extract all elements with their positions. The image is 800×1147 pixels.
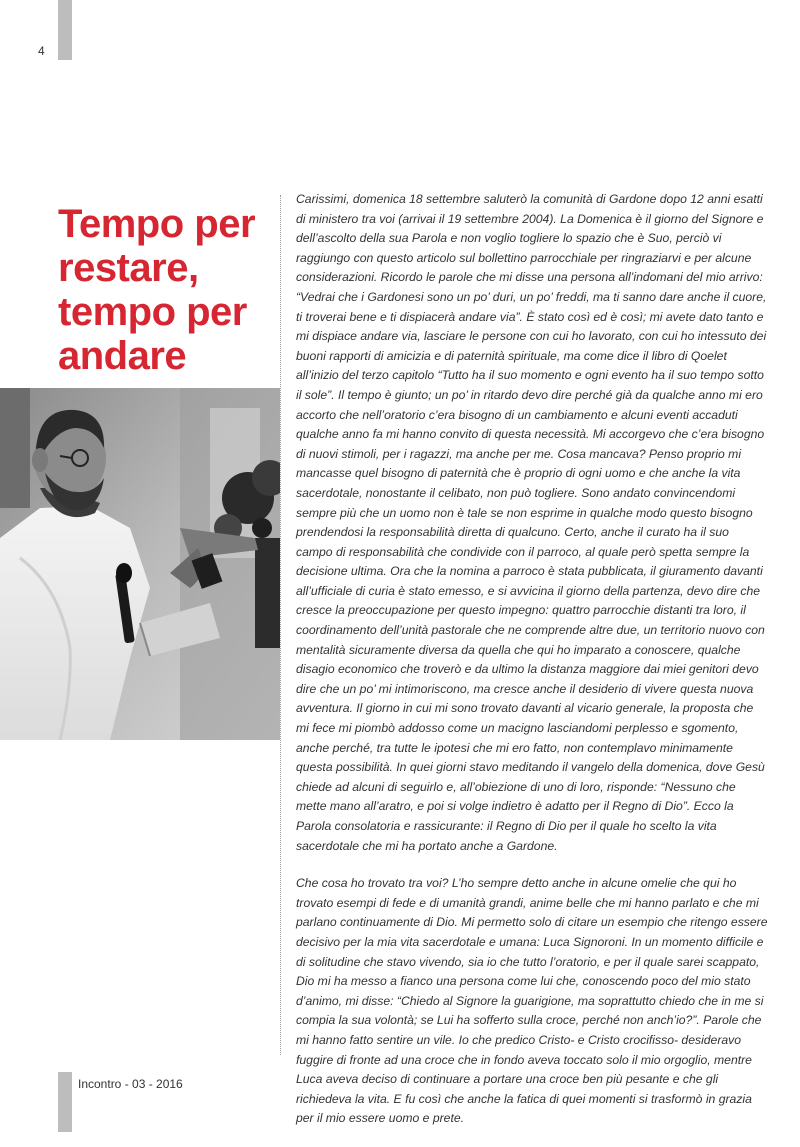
- column-divider: [280, 195, 281, 1055]
- article-body: [296, 190, 768, 1147]
- article-paragraph-1: Carissimi, domenica 18 settembre saluterò la comunità di Gardone dopo 12 anni esatti di ministero tra voi (arrivai il 19 settembre 2004). La Domenica è il giorno del Signore e dell’ascolto della sua Parola e non voglio togliere lo spazio che è Suo, perciò vi raggiungo con questo articolo sul bollettino parrocchiale per ringraziarvi e per alcune considerazioni. Ricordo le parole che mi disse una persona all’indomani del mio arrivo: “Vedrai che i Gardonesi sono un po’ duri, un po’ freddi, ma ti sanno dare anche il cuore, ti troverai bene e ti dispiacerà andare via”. È stato così ed è così; mi avete dato tanto e mi dispiace andare via, lasciare le persone con cui ho lavorato, con cui ho intessuto dei buoni rapporti di amicizia e di paternità spirituale, ma come dice il libro di Qoelet all’inizio del terzo capitolo “Tutto ha il suo momento e ogni evento ha il suo tempo sotto il sole”. Il tempo è giunto; un po’ in ritardo devo dire perché già da qualche anno mi ero accorto che nell’oratorio c’era bisogno di un cambiamento e alcuni eventi accaduti qualche anno fa mi hanno convito di questa necessità. Mi accorgevo che c’era bisogno di nuovi stimoli, per i ragazzi, ma anche per me. Cosa mancava? Penso proprio mi mancasse quel bisogno di paternità che è proprio di ogni uomo e che anche la vita sacerdotale, nonostante il celibato, non può togliere. Sono andato convincendomi sempre più che un uomo non è tale se non esprime in qualche modo questo bisogno prendendosi la responsabilità diretta di qualcuno. Certo, anche il curato ha il suo campo di responsabilità che condivide con il parroco, al quale però spetta sempre la decisione ultima. Ora che la nomina a parroco è stata pubblicata, il giuramento davanti all’ufficiale di curia è stato emesso, e si avvicina il giorno della partenza, devo dire che cresce la preoccupazione per questo impegno: quattro parrocchie distanti tra loro, il coordinamento dell’unità pastorale che ne comprende altre due, un territorio nuovo con mentalità sicuramente diversa da quella che qui ho imparato a conoscere, qualche disagio economico che troverò e da ultimo la distanza maggiore dai miei genitori devo dire che un po’ mi intimoriscono, ma cresce anche il desiderio di vivere questa nuova avventura. Il giorno in cui mi sono trovato davanti al vicario generale, la proposta che mi fece mi piombò addosso come un macigno lasciandomi perplesso e sgomento, anche perché, tra tutte le ipotesi che mi ero fatto, non contemplavo minimamente questa possibilità. In quei giorni stavo meditando il vangelo della domenica, dove Gesù chiede ad alcuni di seguirlo e, all’obiezione di uno di loro, risponde: “Nessuno che mette mano all’aratro, e poi si volge indietro è adatto per il Regno di Dio”. Ecco la Parola consolatoria e rassicurante: il Regno di Dio per il quale ho scelto la vita sacerdotale che mi ha portato anche a Gardone.: [296, 192, 767, 853]
- priest-photo: [0, 388, 280, 740]
- page-number: 4: [38, 44, 45, 58]
- footer-issue: Incontro - 03 - 2016: [78, 1077, 183, 1091]
- article-title: Tempo per restare, tempo per andare: [58, 202, 256, 378]
- article-paragraph-2: Che cosa ho trovato tra voi? L’ho sempre detto anche in alcune omelie che qui ho trovato esempi di fede e di umanità grandi, anime belle che mi hanno parlato e che mi parlano continuamente di Dio. Mi permetto solo di citare un esempio che ritengo essere decisivo per la mia vita sacerdotale e umana: Luca Signoroni. In un momento difficile e di solitudine che stavo vivendo, sia io che tutto l’oratorio, e per il quale sarei scappato, Dio mi ha messo a fianco una persona come lui che, conoscendo poco del mio stato d’animo, mi disse: “Chiedo al Signore la guarigione, ma soprattutto chiedo che in me si compia la sua volontà; se Lui ha sofferto sulla croce, perché non anch’io?”. Parole che mi hanno fatto sentire un vile. Io che predico Cristo- e Cristo crocifisso- desideravo fuggire di fronte ad una croce che in fondo aveva toccato solo il mio orgoglio, mentre Luca aveva deciso di continuare a portare una croce ben più pesante e che gli richiedeva la vita. E fu così che anche la fatica di quei momenti si trasformò in grazia per il mio essere uomo e prete.: [296, 876, 768, 1126]
- top-margin-bar: [58, 0, 72, 60]
- bottom-margin-bar: [58, 1072, 72, 1132]
